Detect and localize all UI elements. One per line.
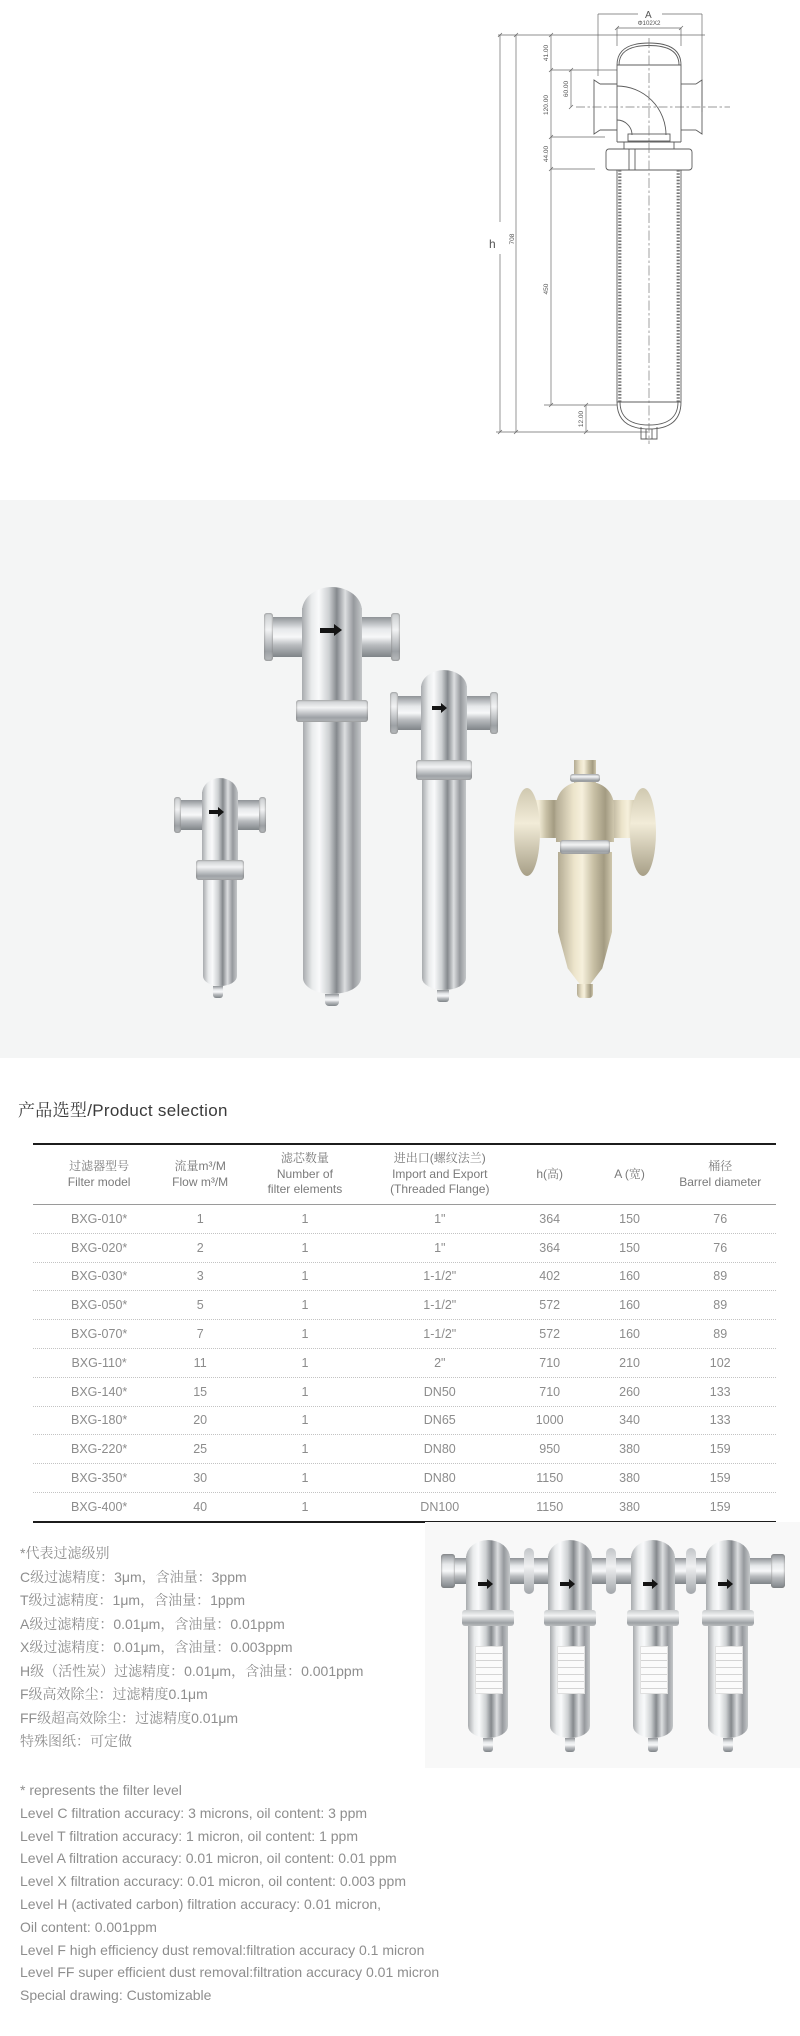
dim-diameter-label: Φ102X2	[637, 20, 661, 27]
table-cell: 710	[539, 1355, 561, 1370]
flange-cap	[174, 797, 181, 833]
filter-body	[303, 722, 361, 994]
table-cell: BXG-010*	[70, 1211, 128, 1226]
filter-head	[202, 792, 238, 862]
filter-drain	[648, 1738, 658, 1752]
table-cell: 1000	[535, 1413, 564, 1428]
filter-body	[468, 1626, 508, 1738]
table-cell: BXG-350*	[70, 1471, 128, 1486]
table-cell: 102	[709, 1355, 731, 1370]
table-header-cell: A (宽)	[614, 1166, 645, 1181]
product-selection-table	[33, 1143, 776, 1523]
flow-arrow-icon	[643, 1582, 652, 1586]
table-cell: 380	[619, 1499, 640, 1514]
product-label	[475, 1646, 503, 1694]
table-row	[33, 1434, 776, 1463]
table-cell: BXG-110*	[71, 1355, 127, 1370]
table-cell: BXG-050*	[70, 1298, 128, 1313]
table-cell: 11	[193, 1355, 207, 1370]
note-line: Level F high efficiency dust removal:filtration accuracy 0.1 micron	[20, 1941, 425, 1958]
table-cell: 160	[619, 1327, 640, 1342]
filter-drain	[483, 1738, 493, 1752]
filter-unit	[702, 1540, 754, 1754]
table-cell: DN80	[423, 1442, 456, 1457]
table-cell: 2"	[434, 1355, 446, 1370]
filter-body	[203, 880, 237, 986]
table-header-cell: 滤芯数量 Number of filter elements	[267, 1150, 343, 1197]
table-cell: 402	[539, 1269, 561, 1284]
table-cell: 572	[539, 1298, 561, 1313]
filter-head	[556, 782, 614, 842]
table-body	[33, 1205, 776, 1523]
table-cell: 364	[539, 1240, 561, 1255]
table-cell: BXG-070*	[70, 1327, 128, 1342]
filter-drain	[723, 1738, 733, 1752]
filter-level-notes-zh	[20, 1542, 420, 1754]
note-line: Special drawing: Customizable	[20, 1987, 212, 2004]
filter-drain	[437, 990, 449, 1002]
product-label	[715, 1646, 743, 1694]
pipe-clamp	[606, 1548, 616, 1594]
table-cell: BXG-140*	[70, 1384, 128, 1399]
filter-nut	[627, 1610, 679, 1626]
table-cell: 89	[713, 1327, 728, 1342]
flow-arrow-icon	[209, 810, 218, 814]
table-cell: 1	[301, 1384, 309, 1399]
filter-nut	[196, 860, 244, 880]
filter-body	[422, 780, 466, 990]
table-cell: 1	[301, 1471, 309, 1486]
table-cell: 950	[539, 1442, 561, 1457]
table-cell: 1	[301, 1499, 309, 1514]
table-cell: 364	[539, 1211, 561, 1226]
filter-nut	[416, 760, 472, 780]
pipe-clamp	[524, 1548, 534, 1594]
note-line: T级过滤精度：1μm，含油量：1ppm	[20, 1592, 246, 1608]
filter-collar	[560, 840, 610, 854]
note-line: Level H (activated carbon) filtration accuracy: 0.01 micron,	[20, 1895, 382, 1912]
table-row	[33, 1290, 776, 1319]
filter-head	[421, 686, 467, 762]
filter-head	[302, 608, 362, 702]
table-cell: 1	[301, 1442, 309, 1457]
filter-body	[550, 1626, 590, 1738]
filter-head	[706, 1556, 750, 1610]
table-row	[33, 1406, 776, 1435]
product-label	[640, 1646, 668, 1694]
table-row	[33, 1463, 776, 1492]
table-cell: 159	[709, 1499, 731, 1514]
table-cell: 133	[709, 1384, 731, 1399]
table-cell: 89	[713, 1269, 728, 1284]
note-line: F级高效除尘：过滤精度0.1μm	[20, 1686, 208, 1702]
filter-drain	[213, 986, 223, 998]
table-cell: 380	[619, 1442, 640, 1457]
note-line: X级过滤精度：0.01μm，含油量：0.003ppm	[20, 1639, 293, 1655]
table-cell: BXG-020*	[70, 1240, 128, 1255]
dim-60-label: 60.00	[563, 80, 570, 98]
note-line: * represents the filter level	[20, 1782, 182, 1798]
filter-nut	[462, 1610, 514, 1626]
pipe-end-flange	[771, 1554, 785, 1588]
table-header-cell: 进出口(螺纹法兰) Import and Export (Threaded Flange)	[390, 1150, 490, 1197]
dim-12-label: 12.00	[578, 410, 585, 428]
note-line: C级过滤精度：3μm，含油量：3ppm	[20, 1568, 247, 1585]
table-header-cell: 桶径 Barrel diameter	[679, 1158, 762, 1189]
table-cell: 210	[619, 1355, 640, 1370]
filter-nut	[296, 700, 368, 722]
flange-cap	[391, 613, 400, 661]
table-cell: 572	[539, 1327, 561, 1342]
flange-disc	[630, 788, 656, 876]
table-cell: 1150	[536, 1471, 564, 1486]
note-line: Level X filtration accuracy: 0.01 micron, oil content: 0.003 ppm	[20, 1873, 406, 1890]
filter-drain	[577, 984, 593, 998]
note-line: H级（活性炭）过滤精度：0.01μm，含油量：0.001ppm	[20, 1662, 364, 1679]
table-cell: 89	[713, 1298, 728, 1313]
flange-disc	[514, 788, 540, 876]
table-cell: 76	[713, 1211, 728, 1226]
table-cell: 1	[301, 1413, 309, 1428]
table-cell: 1	[301, 1298, 309, 1313]
filter-body	[708, 1626, 748, 1738]
table-row	[33, 1233, 776, 1262]
dim-44-label: 44.00	[543, 145, 550, 163]
flange-cap	[490, 692, 498, 734]
table-cell: 25	[193, 1442, 208, 1457]
flow-arrow-icon	[478, 1582, 487, 1586]
filter-unit	[544, 1540, 596, 1754]
filter-head	[631, 1556, 675, 1610]
filter-row-photo	[425, 1522, 800, 1768]
table-cell: 7	[196, 1327, 204, 1342]
dim-708-label: 708	[509, 233, 516, 245]
product-photo-panel	[0, 500, 800, 1058]
table-cell: DN50	[423, 1384, 456, 1399]
table-cell: 15	[193, 1384, 208, 1399]
note-line: Level C filtration accuracy: 3 microns, oil content: 3 ppm	[20, 1804, 368, 1821]
table-header-row	[33, 1143, 776, 1205]
table-row	[33, 1348, 776, 1377]
note-line: Level T filtration accuracy: 1 micron, oil content: 1 ppm	[20, 1827, 358, 1844]
flange-cap	[259, 797, 266, 833]
table-cell: 159	[709, 1442, 731, 1457]
flow-arrow-icon	[432, 706, 441, 710]
product-label	[557, 1646, 585, 1694]
table-cell: 30	[193, 1471, 208, 1486]
table-cell: 2	[196, 1240, 204, 1255]
note-line: Oil content: 0.001ppm	[20, 1918, 157, 1935]
filter-body	[558, 852, 612, 932]
note-line: A级过滤精度：0.01μm，含油量：0.01ppm	[20, 1615, 285, 1632]
table-cell: 1	[301, 1327, 309, 1342]
table-cell: 1"	[434, 1211, 446, 1226]
table-cell: 1	[301, 1211, 309, 1226]
filter-head	[548, 1556, 592, 1610]
table-row	[33, 1492, 776, 1521]
table-cell: BXG-220*	[70, 1442, 128, 1457]
table-cell: 159	[709, 1471, 731, 1486]
dim-120-label: 120.00	[543, 95, 550, 115]
dim-450-label: 450	[543, 283, 550, 295]
filter-unit	[462, 1540, 514, 1754]
table-row	[33, 1377, 776, 1406]
table-cell: 40	[193, 1499, 208, 1514]
table-cell: 1"	[434, 1240, 446, 1255]
filter-unit	[627, 1540, 679, 1754]
table-cell: 1	[301, 1240, 309, 1255]
table-header-cell: 过滤器型号 Filter model	[67, 1158, 131, 1189]
table-cell: 5	[196, 1298, 204, 1313]
pipe-end-flange	[441, 1554, 455, 1588]
table-cell: DN100	[420, 1499, 460, 1514]
table-cell: 160	[619, 1269, 640, 1284]
table-cell: 260	[619, 1384, 640, 1399]
table-cell: 1150	[536, 1499, 564, 1514]
note-line: Level A filtration accuracy: 0.01 micron, oil content: 0.01 ppm	[20, 1850, 397, 1867]
table-header-cell: 流量m³/M Flow m³/M	[172, 1158, 229, 1189]
note-line: Level FF super efficient dust removal:filtration accuracy 0.01 micron	[20, 1964, 440, 1981]
note-line: *代表过滤级别	[20, 1545, 110, 1561]
note-line: 特殊图纸：可定做	[20, 1733, 132, 1749]
table-cell: BXG-030*	[70, 1269, 128, 1284]
flange-cap	[390, 692, 398, 734]
flange-cap	[264, 613, 273, 661]
note-line: FF级超高效除尘：过滤精度0.01μm	[20, 1709, 239, 1726]
section-title: 产品选型/Product selection	[18, 1101, 228, 1120]
dim-a-label: A	[645, 10, 652, 21]
flow-arrow-icon	[718, 1582, 727, 1586]
top-clamp	[570, 774, 600, 782]
table-cell: 1	[301, 1355, 309, 1370]
table-cell: 380	[619, 1471, 640, 1486]
filter-head	[466, 1556, 510, 1610]
filter-cone	[558, 932, 612, 984]
filter-nut	[544, 1610, 596, 1626]
dim-h-label: h	[489, 237, 496, 251]
table-row	[33, 1319, 776, 1348]
table-cell: BXG-180*	[70, 1413, 128, 1428]
table-cell: 1-1/2"	[423, 1269, 457, 1284]
table-cell: 710	[539, 1384, 561, 1399]
flow-arrow-icon	[560, 1582, 569, 1586]
table-cell: 1-1/2"	[423, 1327, 457, 1342]
table-cell: BXG-400*	[70, 1499, 128, 1514]
technical-drawing	[478, 2, 788, 450]
filter-level-notes-en	[20, 1779, 440, 2007]
table-cell: 160	[619, 1298, 640, 1313]
filter-drain	[565, 1738, 575, 1752]
pipe-clamp	[686, 1548, 696, 1594]
dim-41-label: 41.00	[543, 44, 550, 62]
table-cell: 1	[301, 1269, 309, 1284]
table-header-cell: h(高)	[536, 1166, 564, 1181]
table-cell: 150	[619, 1240, 640, 1255]
filter-drain	[325, 994, 339, 1006]
table-cell: 340	[619, 1413, 640, 1428]
flow-arrow-icon	[320, 628, 334, 633]
table-cell: DN80	[423, 1471, 456, 1486]
filter-body	[633, 1626, 673, 1738]
table-row	[33, 1205, 776, 1233]
table-cell: 20	[193, 1413, 208, 1428]
table-cell: 1-1/2"	[423, 1298, 457, 1313]
table-cell: DN65	[423, 1413, 456, 1428]
table-cell: 3	[196, 1269, 204, 1284]
table-row	[33, 1262, 776, 1291]
table-cell: 1	[196, 1211, 204, 1226]
filter-nut	[702, 1610, 754, 1626]
table-cell: 150	[619, 1211, 640, 1226]
table-cell: 133	[709, 1413, 731, 1428]
table-cell: 76	[713, 1240, 728, 1255]
